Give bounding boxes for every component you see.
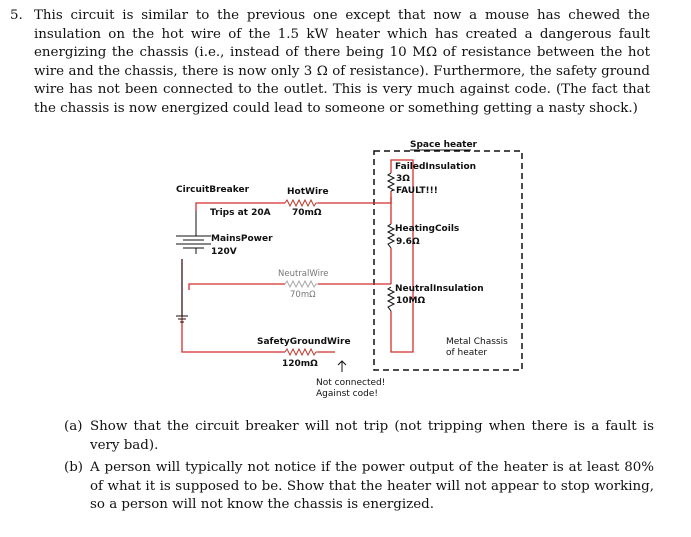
problem-text: This circuit is similar to the previous one except that now a mouse has chewed the insulation on the hot wire of the 1.5 kW heater which has created a dangerous fault energizing the chassis (i.e., instead of there being 10 MΩ of resistance between the hot wire and the chassis, there is now only 3 Ω of resistance). Furthermore, the safety ground wire has not been connected to the outlet. This is very much against code. (The fact that the chassis is now energized could lead to someone or something getting a nasty shock.) [34,8,650,116]
failed-insulation-label: FailedInsulation [395,162,477,172]
mains-power-value: 120V [211,247,237,257]
problem-number: 5. [10,8,23,23]
hot-wire-label: HotWire [287,187,329,197]
mains-power-source [176,211,211,254]
circuit-breaker-label: CircuitBreaker [176,185,250,195]
part-b [64,459,654,515]
space-heater-label: Space heater [410,140,477,150]
mains-power-label: MainsPower [211,234,273,244]
safety-ground-value: 120mΩ [282,359,318,369]
heating-coils-resistor [388,224,394,248]
hot-wire-resistor [285,200,318,206]
not-connected-label-2: Against code! [316,389,378,399]
not-connected-label-1: Not connected! [316,378,386,388]
metal-chassis-label-1: Metal Chassis [446,337,508,347]
hot-wire-value: 70mΩ [292,208,322,218]
part-a-label: (a) [64,419,83,434]
arrow-up-icon [338,361,346,372]
neutral-wire-value: 70mΩ [290,290,316,300]
failed-insulation-value: 3Ω [396,174,410,184]
fault-label: FAULT!!! [396,186,438,196]
heating-coils-value: 9.6Ω [396,237,420,247]
neutral-wire-label: NeutralWire [278,269,329,279]
neutral-wire-resistor [285,281,318,287]
trips-label: Trips at 20A [210,208,271,218]
part-a-text: Show that the circuit breaker will not trip (not tripping when there is a fault is very bad). [90,419,654,453]
failed-insulation-resistor [388,173,394,191]
metal-chassis-label-2: of heater [446,348,488,358]
part-a [64,418,654,455]
neutral-insulation-value: 10MΩ [396,296,426,306]
problem-parts [64,418,654,519]
neutral-insulation-resistor [388,287,394,311]
part-b-label: (b) [64,460,84,476]
safety-ground-label: SafetyGroundWire [257,337,351,347]
part-b-text: A person will typically not notice if the power output of the heater is at least 80% of what it is supposed to be. Show that the heater will not appear to stop working, so a person will not know the chassis is energized. [90,460,654,513]
safety-ground-resistor [285,349,318,355]
earth-ground-icon [176,259,188,322]
heating-coils-label: HeatingCoils [395,224,460,234]
neutral-insulation-label: NeutralInsulation [395,284,484,294]
